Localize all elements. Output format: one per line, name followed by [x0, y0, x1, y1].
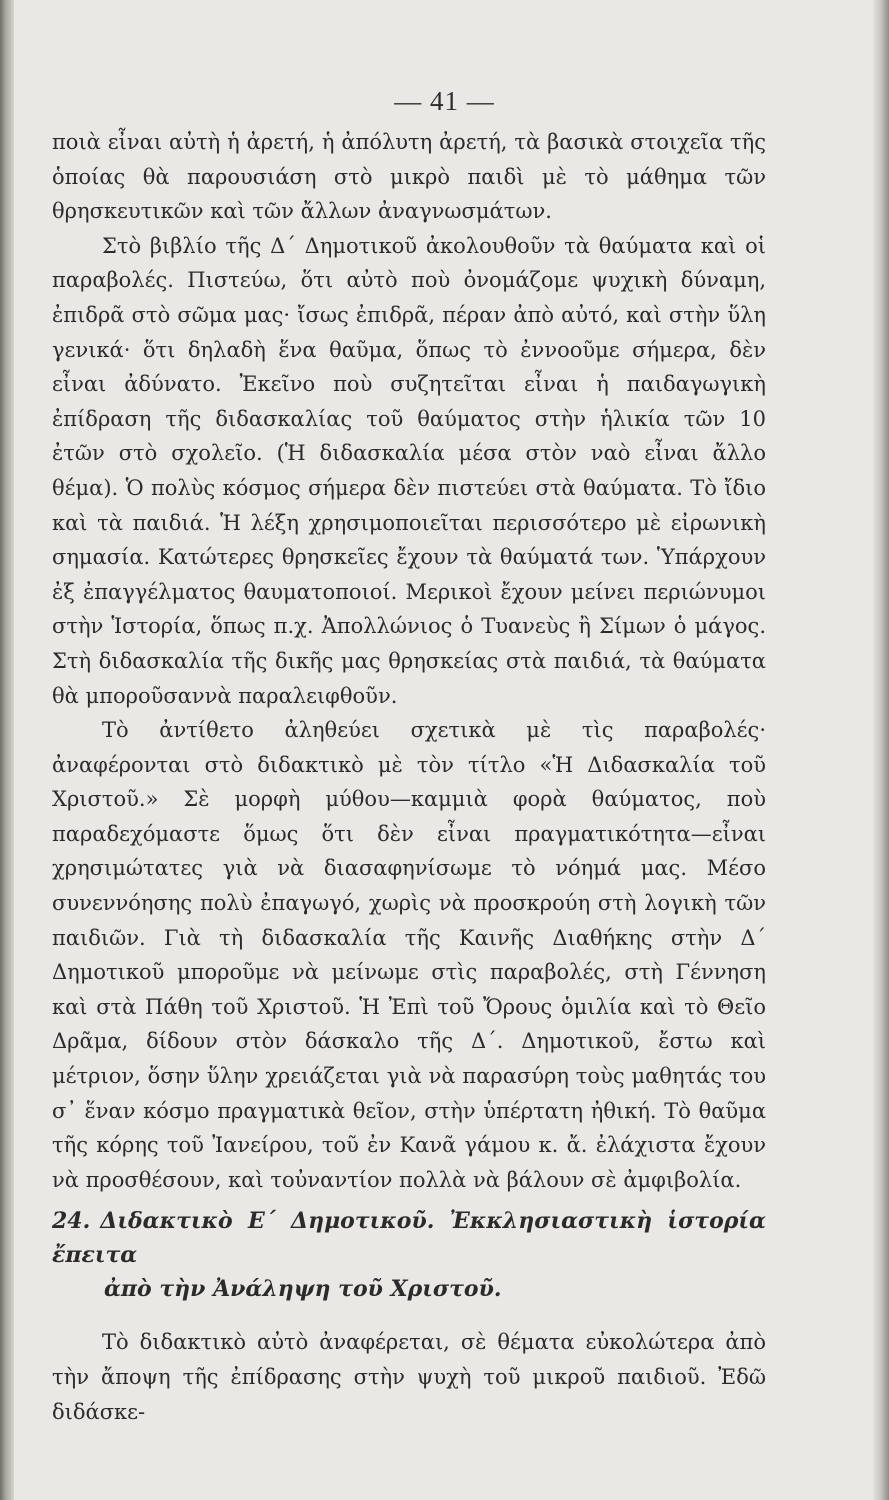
page-right-edge-shadow: [873, 0, 889, 1500]
paragraph-continuation: ποιὰ εἶναι αὐτὴ ἡ ἀρετή, ἡ ἀπόλυτη ἀρετή, τὰ βασικὰ στοιχεῖα τῆς ὁποίας θὰ παρουσιάση στὸ μικρὸ παιδὶ μὲ τὸ μάθημα τῶν θρησκευτικῶν καὶ τῶν ἄλλων ἀναγνωσμάτων.: [52, 130, 766, 224]
section-title-line2: ἀπὸ τὴν Ἀνάληψη τοῦ Χριστοῦ.: [104, 1276, 502, 1303]
section-title-line1: Διδακτικὸ Ε΄ Δημοτικοῦ. Ἐκκλησιαστικὴ ἱστορία ἔπειτα: [52, 1208, 766, 1269]
paragraph-closing: Τὸ διδακτικὸ αὐτὸ ἀναφέρεται, σὲ θέματα εὐκολώτερα ἀπὸ τὴν ἄποψη τῆς ἐπίδρασης στὴν ψυχὴ τοῦ μικροῦ παιδιοῦ. Ἐδῶ διδάσκε-: [52, 1330, 766, 1424]
page-number: — 41 —: [394, 86, 495, 116]
section-number: 24.: [52, 1208, 91, 1235]
page-left-edge-shadow: [0, 0, 14, 1500]
paragraph-miracles: Στὸ βιβλίο τῆς Δ΄ Δημοτικοῦ ἀκολουθοῦν τὰ θαύματα καὶ οἱ παραβολές. Πιστεύω, ὅτι αὐτὸ ποὺ ὀνομάζομε ψυχικὴ δύναμη, ἐπιδρᾶ στὸ σῶμα μας· ἴσως ἐπιδρᾶ, πέραν ἀπὸ αὐτό, καὶ στὴν ὕλη γενικά· ὅτι δηλαδὴ ἕνα θαῦμα, ὅπως τὸ ἐννοοῦμε σήμερα, δὲν εἶναι ἀδύνατο. Ἐκεῖνο ποὺ συζητεῖται εἶναι ἡ παιδαγωγικὴ ἐπίδραση τῆς διδασκαλίας τοῦ θαύματος στὴν ἡλικία τῶν 10 ἐτῶν στὸ σχολεῖο. (Ἡ διδασκαλία μέσα στὸν ναὸ εἶναι ἄλλο θέμα). Ὁ πολὺς κόσμος σήμερα δὲν πιστεύει στὰ θαύματα. Τὸ ἴδιο καὶ τὰ παιδιά. Ἡ λέξη χρησιμοποιεῖται περισσότερο μὲ εἰρωνικὴ σημασία. Κατώτερες θρησκεῖες ἔχουν τὰ θαύματά των. Ὑπάρχουν ἐξ ἐπαγγέλματος θαυματοποιοί. Μερικοὶ ἔχουν μείνει περιώνυμοι στὴν Ἱστορία, ὅπως π.χ. Ἀπολλώνιος ὁ Τυανεὺς ἢ Σίμων ὁ μάγος. Στὴ διδασκαλία τῆς δικῆς μας θρησκείας στὰ παιδιά, τὰ θαύματα θὰ μποροῦσαννὰ παραλειφθοῦν.: [52, 233, 766, 708]
section-heading: [52, 1204, 766, 1306]
body-text: [52, 125, 766, 1429]
paragraph-parables: Τὸ ἀντίθετο ἀληθεύει σχετικὰ μὲ τὶς παραβολές· ἀναφέρονται στὸ διδακτικὸ μὲ τὸν τίτλο «Ἡ Διδασκαλία τοῦ Χριστοῦ.» Σὲ μορφὴ μύθου—καμμιὰ φορὰ θαύματος, ποὺ παραδεχόμαστε ὅμως ὅτι δὲν εἶναι πραγματικότητα—εἶναι χρησιμώτατες γιὰ νὰ διασαφηνίσωμε τὸ νόημά μας. Μέσο συνεννόησης πολὺ ἐπαγωγό, χωρὶς νὰ προσκρούη στὴ λογικὴ τῶν παιδιῶν. Γιὰ τὴ διδασκαλία τῆς Καινῆς Διαθήκης στὴν Δ΄ Δημοτικοῦ μποροῦμε νὰ μείνωμε στὶς παραβολές, στὴ Γέννηση καὶ στὰ Πάθη τοῦ Χριστοῦ. Ἡ Ἐπὶ τοῦ Ὄρους ὁμιλία καὶ τὸ Θεῖο Δρᾶμα, δίδουν στὸν δάσκαλο τῆς Δ΄. Δημοτικοῦ, ἔστω καὶ μέτριον, ὅσην ὕλην χρειάζεται γιὰ νὰ παρασύρη τοὺς μαθητάς του σ᾿ ἕναν κόσμο πραγματικὰ θεῖον, στὴν ὑπέρτατη ἠθική. Τὸ θαῦμα τῆς κόρης τοῦ Ἰανείρου, τοῦ ἐν Κανᾶ γάμου κ. ἄ. ἐλάχιστα ἔχουν νὰ προσθέσουν, καὶ τοὐναντίον πολλὰ νὰ βάλουν σὲ ἀμφιβολία.: [52, 718, 766, 1192]
